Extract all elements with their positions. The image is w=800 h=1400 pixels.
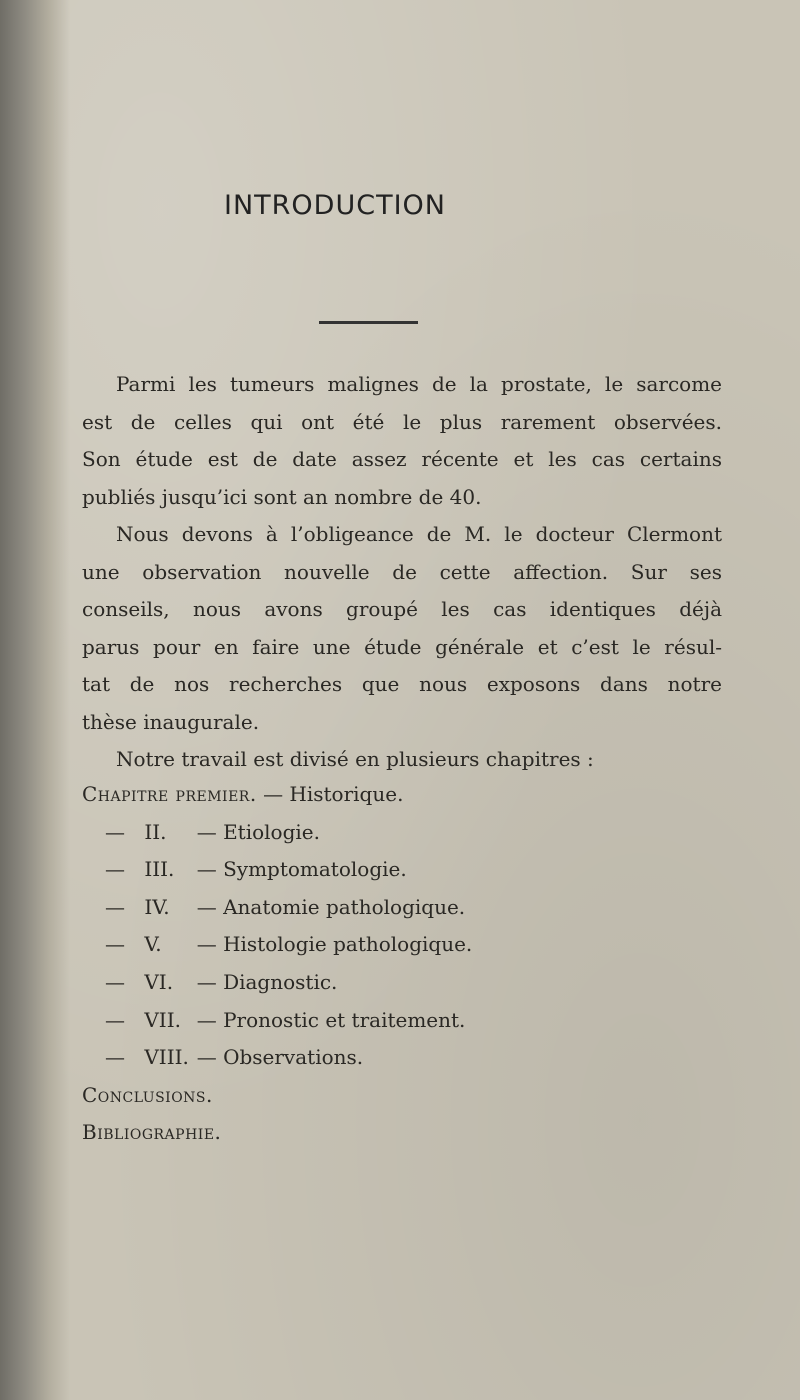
paragraph-line: est de celles qui ont été le plus rarement observées.: [82, 409, 722, 434]
paragraph-2: [82, 516, 722, 741]
paragraph-line: Parmi les tumeurs malignes de la prostate, le sarcome: [116, 372, 722, 396]
paragraph-1: [82, 366, 722, 516]
chapter-title: — Anatomie pathologique.: [196, 894, 466, 919]
paragraph-line: Nous devons à l’obligeance de M. le docteur Clermont: [116, 522, 722, 546]
chapter-title: — Symptomatologie.: [196, 857, 407, 882]
paragraph-line: publiés jusqu’ici sont an nombre de 40.: [82, 484, 482, 509]
paragraph-3: Notre travail est divisé en plusieurs chapitres :: [116, 747, 594, 771]
chapter-dash: —: [105, 857, 125, 882]
chapter-number: VII.: [144, 1007, 181, 1032]
chapter-first-row: [82, 776, 472, 814]
chapter-number: II.: [144, 819, 167, 844]
chapter-dash: —: [105, 932, 125, 957]
chapter-row: [82, 1002, 472, 1040]
chapter-dash: —: [105, 819, 125, 844]
chapter-row: [82, 851, 472, 889]
page-edge-shadow: [0, 0, 70, 1400]
chapter-title: — Histologie pathologique.: [196, 932, 473, 957]
paragraph-line: parus pour en faire une étude générale et c’est le résul-: [82, 634, 722, 659]
chapter-row: [82, 926, 472, 964]
paragraph-line: une observation nouvelle de cette affection. Sur ses: [82, 559, 722, 584]
chapter-title: — Etiologie.: [196, 819, 320, 844]
title-rule: [319, 321, 418, 324]
chapter-first-separator: —: [263, 782, 284, 806]
chapter-row: [82, 964, 472, 1002]
chapter-number: IV.: [144, 894, 170, 919]
chapter-first-label: Chapitre premier.: [82, 782, 257, 806]
conclusions-heading: Conclusions.: [82, 1082, 213, 1107]
page-title-text: INTRODUCTION: [224, 190, 446, 221]
chapter-dash: —: [105, 1045, 125, 1070]
chapter-dash: —: [105, 969, 125, 994]
chapter-number: VIII.: [144, 1045, 189, 1070]
chapter-title: — Diagnostic.: [196, 969, 338, 994]
chapter-number: VI.: [144, 969, 174, 994]
chapter-title: — Pronostic et traitement.: [196, 1007, 466, 1032]
chapter-number: V.: [144, 932, 162, 957]
chapter-title: — Observations.: [196, 1045, 364, 1070]
bibliography-heading: Bibliographie.: [82, 1120, 222, 1145]
paragraph-line: thèse inaugurale.: [82, 709, 260, 734]
chapter-number: III.: [144, 857, 175, 882]
paragraph-line: conseils, nous avons groupé les cas identiques déjà: [82, 597, 722, 621]
chapter-first-title: Historique.: [289, 782, 404, 806]
chapter-dash: —: [105, 1007, 125, 1032]
chapter-dash: —: [105, 894, 125, 919]
chapter-list: [82, 776, 472, 1152]
paragraph-line: tat de nos recherches que nous exposons dans notre: [82, 672, 722, 696]
chapter-row: [82, 1039, 472, 1077]
paragraph-line: Son étude est de date assez récente et les cas certains: [82, 447, 722, 471]
chapter-row: [82, 889, 472, 927]
chapter-row: [82, 814, 472, 852]
